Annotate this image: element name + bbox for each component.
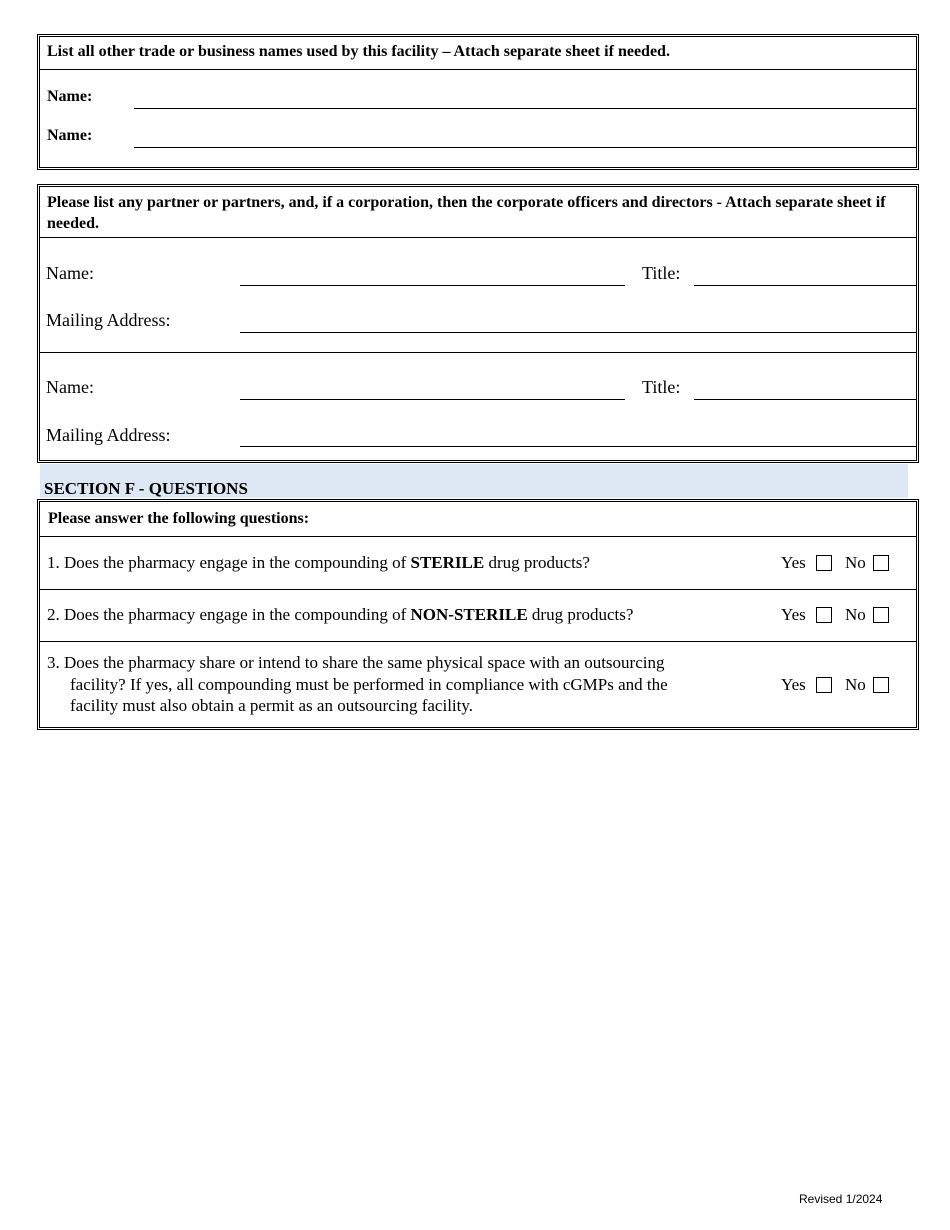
partner-title-field-2[interactable] — [694, 399, 916, 400]
question-3-no-label: No — [845, 675, 866, 694]
trade-names-heading: List all other trade or business names used by this facility – Attach separate sheet if needed. — [47, 43, 670, 60]
question-2-no-checkbox[interactable] — [873, 607, 889, 623]
trade-name-field-2[interactable] — [134, 147, 916, 148]
trade-name-label-1: Name: — [47, 88, 93, 105]
trade-name-field-1[interactable] — [134, 108, 916, 109]
question-2-prefix: 2. Does the pharmacy engage in the compounding of — [47, 605, 411, 624]
trade-names-divider — [40, 69, 916, 70]
questions-divider-1 — [40, 536, 916, 537]
partner-title-label-1: Title: — [642, 263, 681, 283]
partner-name-field-2[interactable] — [240, 399, 625, 400]
partners-divider-top — [40, 237, 916, 238]
question-2-text — [47, 605, 633, 625]
question-2-emphasis: NON-STERILE — [410, 605, 528, 624]
question-1-no-checkbox[interactable] — [873, 555, 889, 571]
trade-name-label-2: Name: — [47, 127, 93, 144]
question-1-emphasis: STERILE — [410, 553, 485, 572]
question-1-no-label: No — [845, 553, 866, 572]
partner-address-label-2: Mailing Address: — [46, 425, 171, 445]
question-1-prefix: 1. Does the pharmacy engage in the compounding of — [47, 553, 411, 572]
question-3-line-1: 3. Does the pharmacy share or intend to share the same physical space with an outsourcing — [47, 653, 665, 672]
question-3-line-3: facility must also obtain a permit as an outsourcing facility. — [70, 696, 474, 715]
partner-address-field-2[interactable] — [240, 446, 916, 447]
revised-date: Revised 1/2024 — [799, 1192, 883, 1206]
questions-intro: Please answer the following questions: — [48, 510, 310, 527]
question-3-yes-checkbox[interactable] — [816, 677, 832, 693]
question-1-yes-checkbox[interactable] — [816, 555, 832, 571]
partner-address-field-1[interactable] — [240, 332, 916, 333]
partner-address-label-1: Mailing Address: — [46, 310, 171, 330]
question-2-yes-label: Yes — [781, 605, 806, 624]
question-3-no-checkbox[interactable] — [873, 677, 889, 693]
partner-name-label-2: Name: — [46, 377, 94, 397]
section-f-title: SECTION F - QUESTIONS — [44, 479, 248, 498]
questions-divider-3 — [40, 641, 916, 642]
question-2-no-label: No — [845, 605, 866, 624]
question-3-yes-label: Yes — [781, 675, 806, 694]
questions-divider-2 — [40, 589, 916, 590]
question-2-yes-checkbox[interactable] — [816, 607, 832, 623]
partner-name-field-1[interactable] — [240, 285, 625, 286]
question-1-yes-label: Yes — [781, 553, 806, 572]
question-3-line-2: facility? If yes, all compounding must be performed in compliance with cGMPs and the — [70, 675, 668, 694]
partner-title-field-1[interactable] — [694, 285, 916, 286]
question-1-text — [47, 553, 590, 573]
question-2-suffix: drug products? — [527, 605, 634, 624]
question-1-suffix: drug products? — [484, 553, 590, 572]
partner-title-label-2: Title: — [642, 377, 681, 397]
partner-name-label-1: Name: — [46, 263, 94, 283]
partners-divider-mid — [40, 352, 916, 353]
partners-heading: Please list any partner or partners, and, if a corporation, then the corporate officers and directors - Attach separate sheet if needed. — [47, 194, 886, 232]
